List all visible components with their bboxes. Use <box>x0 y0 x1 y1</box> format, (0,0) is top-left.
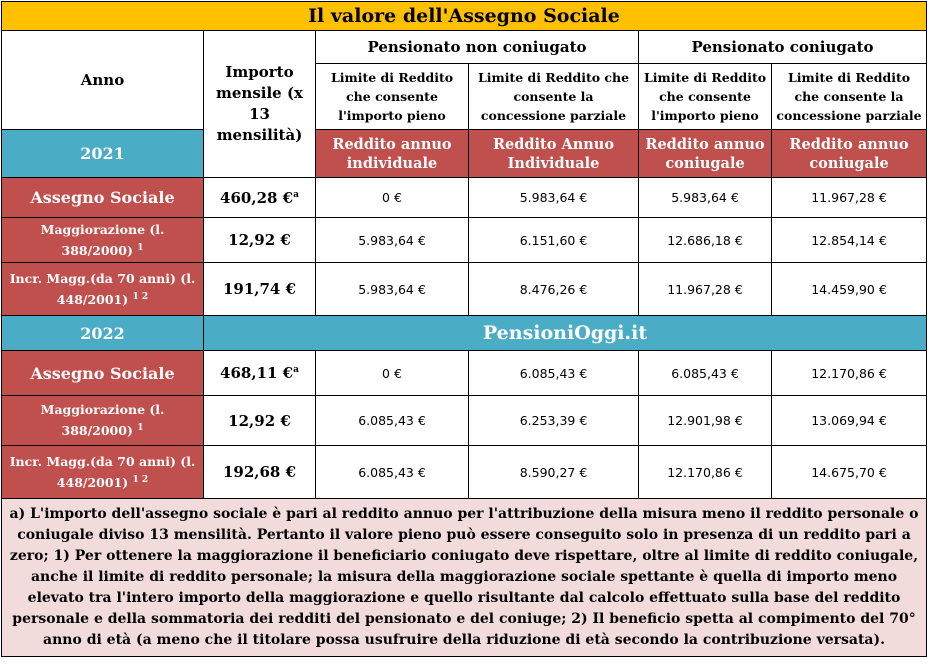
income-type-1: Reddito annuo individuale <box>316 130 469 178</box>
row-value: 14.675,70 € <box>772 446 927 499</box>
row-value: 5.983,64 € <box>639 178 772 218</box>
row-value: 14.459,90 € <box>772 263 927 316</box>
row-label: Assegno Sociale <box>2 351 204 396</box>
row-value: 6.151,60 € <box>469 218 639 263</box>
site-name: PensioniOggi.it <box>204 316 927 351</box>
row-value: 13.069,94 € <box>772 396 927 446</box>
header-limit-partial-coniugato: Limite di Reddito che consente la concessione parziale <box>772 64 927 130</box>
table-row <box>2 178 927 218</box>
row-value: 6.253,39 € <box>469 396 639 446</box>
year-2022: 2022 <box>2 316 204 351</box>
row-value: 5.983,64 € <box>316 263 469 316</box>
row-amount: 460,28 €$^a$ <box>204 178 316 218</box>
row-amount: 192,68 € <box>204 446 316 499</box>
row-value: 6.085,43 € <box>469 351 639 396</box>
row-value: 5.983,64 € <box>469 178 639 218</box>
year-2021: 2021 <box>2 130 204 178</box>
row-label: Incr. Magg.(da 70 anni) (l. 448/2001) $^{1 2}$ <box>2 263 204 316</box>
row-value: 0 € <box>316 351 469 396</box>
row-label: Maggiorazione (l. 388/2000) $^1$ <box>2 396 204 446</box>
header-coniugato: Pensionato coniugato <box>639 31 927 64</box>
row-amount: 191,74 € <box>204 263 316 316</box>
header-non-coniugato: Pensionato non coniugato <box>316 31 639 64</box>
header-anno: Anno <box>2 31 204 130</box>
row-value: 12.170,86 € <box>772 351 927 396</box>
row-amount: 12,92 € <box>204 396 316 446</box>
header-limit-full-coniugato: Limite di Reddito che consente l'importo pieno <box>639 64 772 130</box>
assegno-sociale-table <box>1 1 927 657</box>
table-row <box>2 351 927 396</box>
footnote: a) L'importo dell'assegno sociale è pari al reddito annuo per l'attribuzione della misura meno il reddito personale o coniugale diviso 13 mensilità. Pertanto il valore pieno può essere conseguito solo in presenza di un reddito pari a zero; 1) Per ottenere la maggiorazione il beneficiario coniugato deve rispettare, oltre al limite di reddito coniugale, anche il limite di reddito personale; la misura della maggiorazione sociale spettante è quella di importo meno elevato tra l'intero importo della maggiorazione e quello risultante dal calcolo effettuato sulla base del reddito personale e della sommatoria dei redditi del pensionato e del coniuge; 2) Il beneficio spetta al compimento del 70° anno di età (a meno che il titolare possa usufruire della riduzione di età secondo la contribuzione versata). <box>2 499 927 657</box>
row-value: 6.085,43 € <box>316 446 469 499</box>
row-value: 8.590,27 € <box>469 446 639 499</box>
header-limit-partial-non-coniugato: Limite di Reddito che consente la concessione parziale <box>469 64 639 130</box>
table-row <box>2 396 927 446</box>
table-row <box>2 263 927 316</box>
table-row <box>2 446 927 499</box>
table-row <box>2 218 927 263</box>
row-value: 6.085,43 € <box>639 351 772 396</box>
row-label: Maggiorazione (l. 388/2000) $^1$ <box>2 218 204 263</box>
row-value: 12.170,86 € <box>639 446 772 499</box>
row-value: 12.686,18 € <box>639 218 772 263</box>
row-value: 0 € <box>316 178 469 218</box>
row-value: 11.967,28 € <box>639 263 772 316</box>
income-type-4: Reddito annuo coniugale <box>772 130 927 178</box>
row-value: 12.901,98 € <box>639 396 772 446</box>
row-value: 8.476,26 € <box>469 263 639 316</box>
header-importo: Importo mensile (x 13 mensilità) <box>204 31 316 178</box>
row-value: 6.085,43 € <box>316 396 469 446</box>
header-limit-full-non-coniugato: Limite di Reddito che consente l'importo pieno <box>316 64 469 130</box>
row-amount: 12,92 € <box>204 218 316 263</box>
row-value: 5.983,64 € <box>316 218 469 263</box>
row-amount: 468,11 €$^a$ <box>204 351 316 396</box>
income-type-2: Reddito Annuo Individuale <box>469 130 639 178</box>
row-label: Incr. Magg.(da 70 anni) (l. 448/2001) $^{1 2}$ <box>2 446 204 499</box>
income-type-3: Reddito annuo coniugale <box>639 130 772 178</box>
table-title: Il valore dell'Assegno Sociale <box>2 2 927 31</box>
row-label: Assegno Sociale <box>2 178 204 218</box>
row-value: 11.967,28 € <box>772 178 927 218</box>
row-value: 12.854,14 € <box>772 218 927 263</box>
